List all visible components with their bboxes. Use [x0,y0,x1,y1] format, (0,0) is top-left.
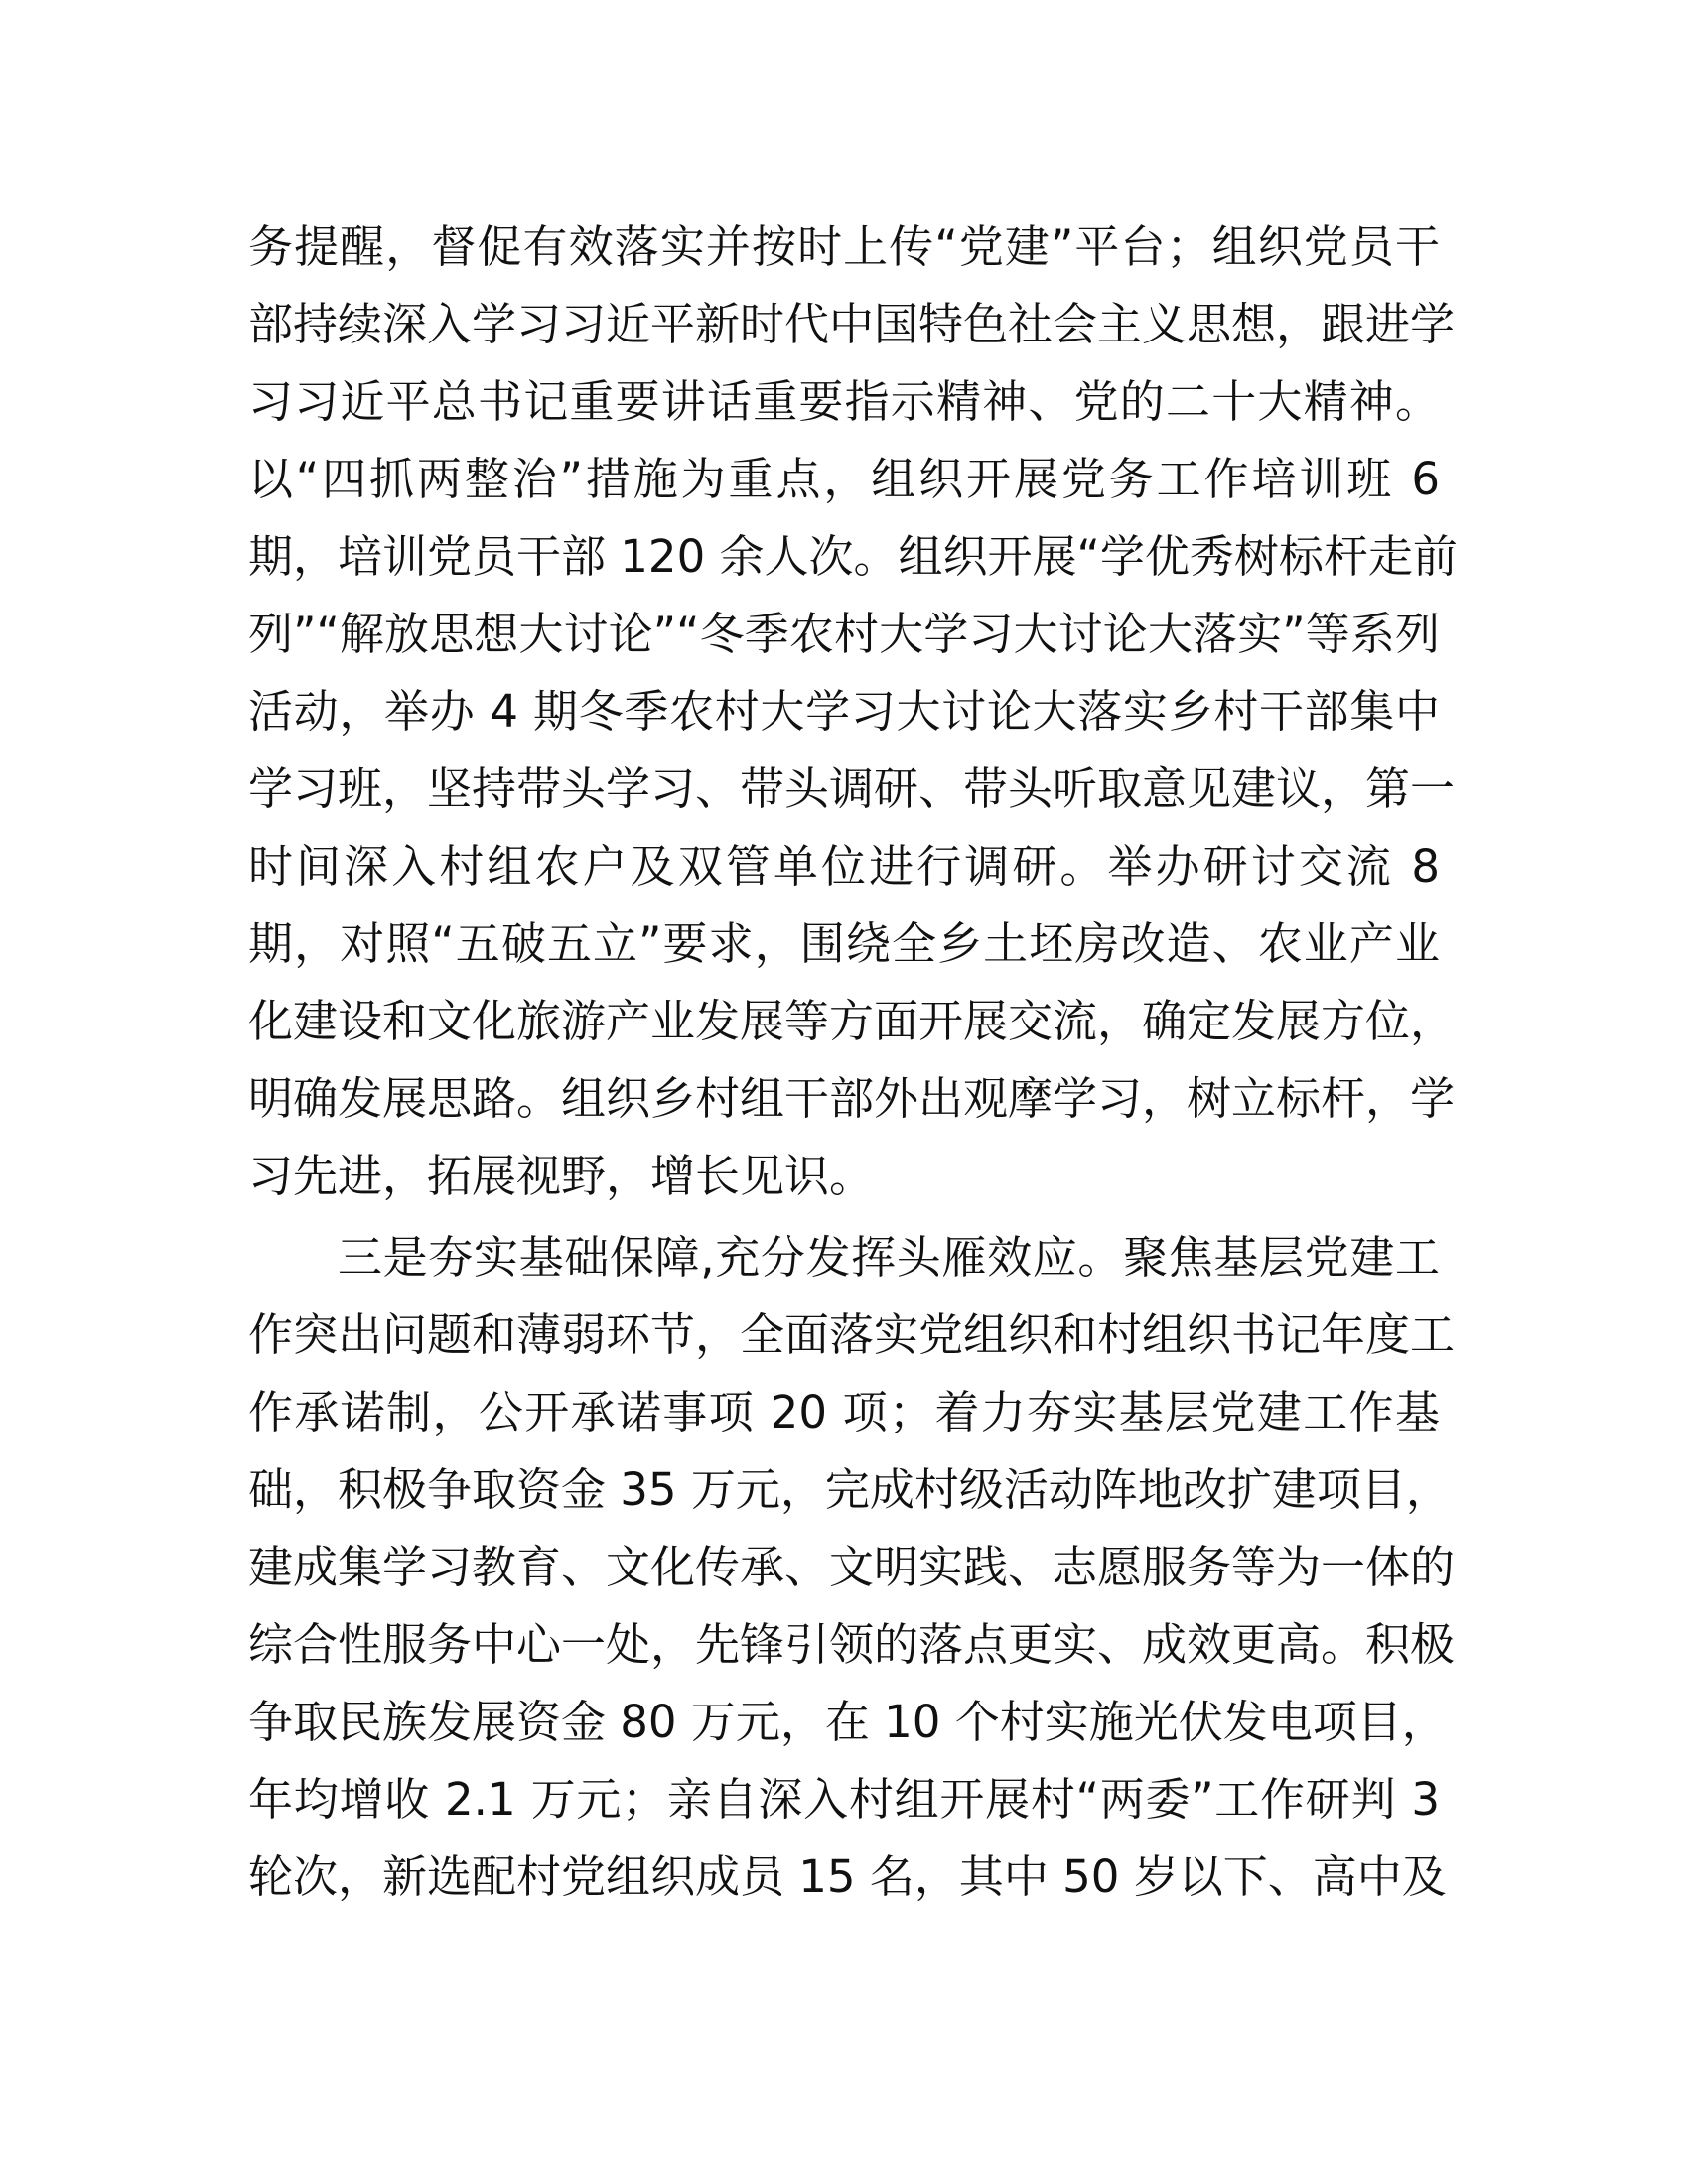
text-line: 建成集学习教育、文化传承、文明实践、志愿服务等为一体的 [248,1541,1456,1593]
text-line: 务提醒，督促有效落实并按时上传“党建”平台；组织党员干 [248,220,1440,273]
text-line: 础，积极争取资金 35 万元，完成村级活动阵地改扩建项目， [248,1463,1451,1516]
text-line: 化建设和文化旅游产业发展等方面开展交流，确定发展方位， [248,995,1456,1047]
text-line: 时间深入村组农户及双管单位进行调研。举办研讨交流 8 [248,840,1440,892]
text-line: 学习班，坚持带头学习、带头调研、带头听取意见建议，第一 [248,762,1456,815]
text-line: 作承诺制，公开承诺事项 20 项；着力夯实基层党建工作基 [248,1386,1440,1438]
text-line: 作突出问题和薄弱环节，全面落实党组织和村组织书记年度工 [248,1308,1456,1361]
text-line: 综合性服务中心一处，先锋引领的落点更实、成效更高。积极 [248,1618,1456,1671]
text-line: 列”“解放思想大讨论”“冬季农村大学习大讨论大落实”等系列 [248,608,1440,660]
text-line: 年均增收 2.1 万元；亲自深入村组开展村“两委”工作研判 3 [248,1773,1440,1826]
text-line: 部持续深入学习习近平新时代中国特色社会主义思想，跟进学 [248,298,1456,350]
text-line: 轮次，新选配村党组织成员 15 名，其中 50 岁以下、高中及 [248,1850,1447,1903]
text-line: 以“四抓两整治”措施为重点，组织开展党务工作培训班 6 [248,453,1440,505]
text-line: 争取民族发展资金 80 万元，在 10 个村实施光伏发电项目， [248,1696,1447,1748]
text-line: 活动，举办 4 期冬季农村大学习大讨论大落实乡村干部集中 [248,685,1440,738]
text-line: 明确发展思路。组织乡村组干部外出观摩学习，树立标杆，学 [248,1072,1456,1125]
text-line: 习先进，拓展视野，增长见识。 [248,1150,875,1202]
text-line: 期，对照“五破五立”要求，围绕全乡土坯房改造、农业产业 [248,917,1440,970]
text-line: 期，培训党员干部 120 余人次。组织开展“学优秀树标杆走前 [248,530,1458,583]
text-line: 三是夯实基础保障,充分发挥头雁效应。聚焦基层党建工 [338,1231,1440,1284]
paragraph-three [248,1219,1456,1916]
text-line: 习习近平总书记重要讲话重要指示精神、党的二十大精神。 [248,375,1440,428]
paragraph-continued [248,208,1458,1215]
